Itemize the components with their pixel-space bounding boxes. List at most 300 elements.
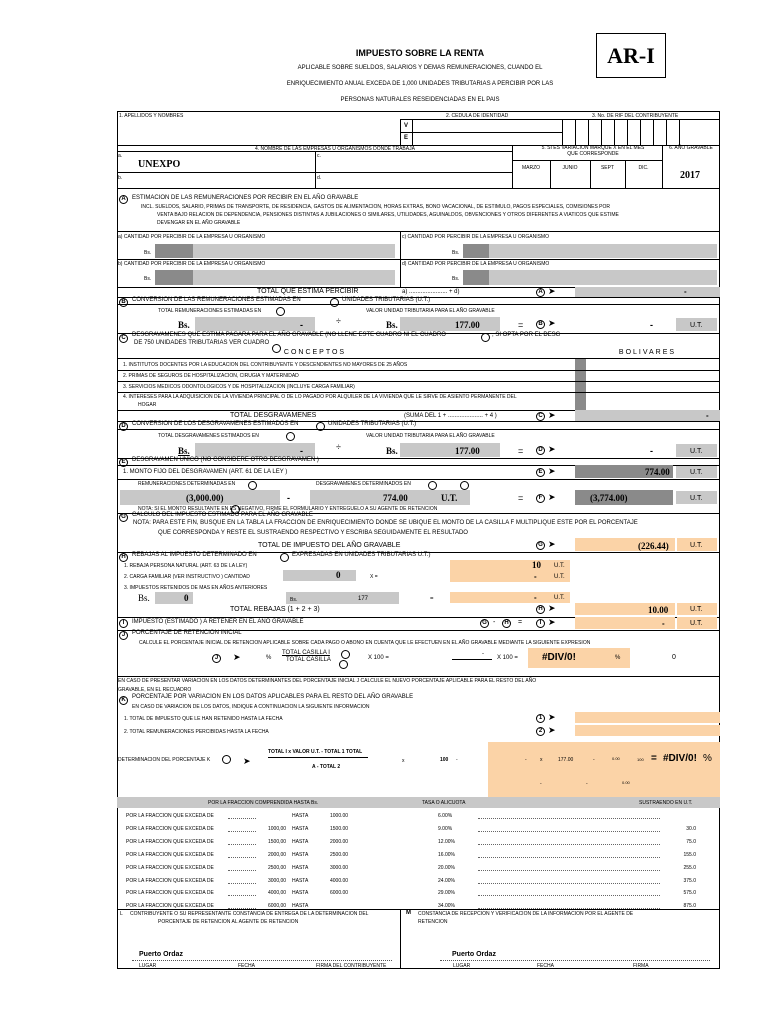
section-d-ref: D [536,446,545,455]
k-calc-result: #DIV/0! [663,753,697,764]
footer-lugar: LUGAR [139,963,157,969]
section-f-ref: F [536,494,545,503]
tariff-sub: 875.0 [683,903,696,909]
section-k-formula-bottom: A - TOTAL 2 [312,764,341,770]
tariff-label: POR LA FRACCION QUE EXCEDA DE [126,878,214,884]
tariff-dots [228,844,256,845]
label-qa: a) CANTIDAD POR PERCIBIR DE LA EMPRESA U ORGANISMO [118,234,266,240]
footer-l-letter: L [120,911,123,917]
section-c-total-value: - [706,411,709,420]
section-a-incl-1: INCL. SUELDOS, SALARIO, PRIMAS DE TRANSPORTE, DE RESIDENCIA, GASTOS DE ALIMENTACION, HORAS EXTRAS, BONO VACACIONAL, DE ESTIMULO, PAGOS ESPECIALES, COMISIONES POR [141,204,610,210]
section-i-marker: I [119,619,128,628]
section-b-total-value: - [300,320,303,330]
rebaja-3-value: - [534,593,537,602]
section-e-item-1: 1. MONTO FIJO DEL DESGRAVAMEN (ART. 61 DE LA LEY ) [123,469,288,475]
tariff-hasta: HASTA [292,839,309,845]
section-g-marker: G [119,513,128,522]
tariff-hasta: HASTA [292,813,309,819]
section-b-ut-value: 177.00 [455,320,480,330]
cedula-input[interactable] [412,119,562,145]
section-f-note: NOTA: SI EL MONTO RESULTANTE EN ES NEGATIVO, FIRME EL FORMULARIO Y ENTREGUELO A SU AGENTE DE RETENCION [138,506,438,512]
tariff-rate: 9.00% [438,826,453,832]
section-b-ut-box [400,317,500,331]
arrow-icon: ➤ [548,725,556,735]
qc-dark-cell [463,244,489,258]
section-b-bs: Bs. [178,320,190,330]
tariff-to: 2500.00 [330,852,349,858]
tariff-from: 1500,00 [268,839,287,845]
section-j-title: PORCENTAJE DE RETENCION INICIAL [132,630,242,636]
qd-input[interactable] [463,270,717,285]
circle-a-icon [276,307,285,316]
footer-fecha-2: FECHA [537,963,554,969]
tariff-from: 2500,00 [268,865,287,871]
section-j-pct-2: % [615,655,621,661]
company-b-letter: b. [118,175,123,181]
qd-dark-cell [463,270,489,285]
tariff-dots [478,831,660,832]
section-h-title: REBAJAS AL IMPUESTO DETERMINADO EN [132,552,257,558]
qc-bs: Bs. [452,250,460,256]
section-d-result: - [650,446,653,456]
section-a-formula: a) ....................... + d) [402,289,460,295]
section-d-bs-2: Bs. [386,446,398,456]
arrow-icon: ➤ [548,444,556,454]
tariff-dots [478,870,660,871]
section-j-desc: CALCULE EL PORCENTAJE INICIAL DE RETENCION APLICABLE SOBRE CADA PAGO O ABONO EN CUENTA QUE LE EFECTUEN EN EL AÑO GRAVABLE MEDIANTE LA SIGUIENTE EXPRESION [139,640,591,646]
section-f-ut-mid: U.T. [441,493,458,503]
bolivares-dark-column [575,359,586,410]
section-k-100: 100 [440,757,449,763]
k-calc-dash-2: - [593,757,595,763]
section-j-marker: J [119,631,128,640]
section-b-title: CONVERSION DE LAS REMUNERACIONES ESTIMADAS EN [132,297,301,303]
arrow-icon: ➤ [548,492,556,502]
section-i-value: - [662,619,665,628]
section-b-ut-unit: U.T. [690,322,703,329]
desgravamen-item-3: 3. SERVICIOS MEDICOS ODONTOLOGICOS Y DE HOSPITALIZACION (INCLUYE CARGA FAMILIAR) [123,384,355,390]
section-f-label-1: REMUNERACIONES DETERMINADAS EN [138,481,236,487]
label-variacion: 5. SI ES VARIACION MARQUE X EN EL MES QUE CORRESPONDE [541,145,645,157]
section-d-title: CONVERSION DE LOS DESGRAVAMENES ESTIMADOS EN [132,421,299,427]
section-k-title: PORCENTAJE POR VARIACION EN LOS DATOS APLICABLES PARA EL RESTO DEL AÑO GRAVABLE [132,694,414,700]
section-j-fraction: - [482,651,484,657]
section-d-title-2: UNIDADES TRIBUTARIAS (U.T.) [328,421,417,427]
section-c-title-2: DE 750 UNIDADES TRIBUTARIAS VER CUADRO [134,340,270,346]
tariff-label: POR LA FRACCION QUE EXCEDA DE [126,890,214,896]
footer-l-text-2: PORCENTAJE DE RETENCION AL AGENTE DE RETENCION [158,919,299,925]
company-c-letter: c. [317,153,321,159]
year-value[interactable]: 2017 [680,170,700,181]
tariff-dots [228,895,256,896]
tariff-dots [228,870,256,871]
arrow-icon: ➤ [548,410,556,420]
qa-dark-cell [155,244,193,258]
section-g-ut: U.T. [690,542,703,549]
ci-v: V [404,123,409,129]
qb-bs: Bs. [144,276,152,282]
tariff-dots [228,857,256,858]
section-k-determinacion: DETERMINACION DEL PORCENTAJE K [118,757,211,763]
form-subtitle-3: PERSONAS NATURALES RESEIDENCIADAS EN EL PAIS [340,97,500,103]
footer-firma-contribuyente: FIRMA DEL CONTRIBUYENTE [316,963,387,969]
section-d-bs: Bs. [178,446,190,456]
qa-bs: Bs. [144,250,152,256]
section-f-result: (3,774.00) [590,493,628,503]
footer-fecha: FECHA [238,963,255,969]
rebaja-3-box [450,592,570,603]
section-f-desg-value: 774.00 [383,493,408,503]
qb-dark-cell [155,270,193,285]
label-apellidos: 1. APELLIDOS Y NOMBRES [119,113,184,119]
section-b-label-2: VALOR UNIDAD TRIBUTARIA PARA EL AÑO GRAVABLE [366,308,495,314]
section-b-marker: B [119,298,128,307]
desgravamen-item-4b: HOGAR [138,402,157,408]
tariff-label: POR LA FRACCION QUE EXCEDA DE [126,826,214,832]
circle-f-icon [339,660,348,669]
section-d-label-1: TOTAL DESGRAVAMENES ESTIMADOS EN [158,433,259,439]
footer-place-l: Puerto Ordaz [139,951,183,958]
company-a-letter: a. [118,153,123,159]
tariff-dots [228,831,256,832]
k-calc2-zero: 0.00 [622,780,630,785]
tariff-sub: 255.0 [683,865,696,871]
section-e-ref: E [536,468,545,477]
footer-m-text-2: RETENCION [418,919,448,925]
month-dic[interactable]: DIC. [638,165,649,171]
desgravamen-item-2: 2. PRIMAS DE SEGUROS DE HOSPITALIZACION, CIRUGIA Y MATERNIDAD [123,373,299,379]
section-k-formula-top: TOTAL I x VALOR U.T. - TOTAL 1 TOTAL [268,749,363,755]
form-code-box: AR-I [596,33,666,78]
tariff-from: 6000,00 [268,903,287,909]
arrow-icon: ➤ [548,603,556,613]
circle-a-icon [330,298,339,307]
section-e-value: 774.00 [645,467,670,477]
section-c-formula: (SUMA DEL 1 + ..................... + 4 ) [404,413,497,419]
tariff-hasta: HASTA [292,890,309,896]
tariff-sub: 75.0 [686,839,696,845]
footer-firma: FIRMA [633,963,649,969]
rebaja-3-ut: U.T. [554,595,565,601]
tariff-hasta: HASTA [292,852,309,858]
tariff-to: 1000.00 [330,813,349,819]
company-a-value[interactable]: UNEXPO [138,159,181,170]
section-a-title: ESTIMACION DE LAS REMUNERACIONES POR RECIBIR EN EL AÑO GRAVABLE [132,195,359,201]
section-f-rem-value: (3,000.00) [186,493,224,503]
rebaja-2-value: - [534,572,537,581]
tariff-rate: 20.00% [438,865,455,871]
k-calc-dash: - [525,757,527,763]
k-calc-eq: = [651,753,657,764]
month-sept[interactable]: SEPT [600,165,615,171]
circle-k-icon [222,755,231,764]
section-g-note-2: QUE CORRESPONDA Y RESTE EL SUSTRAENDO RESPECTIVO Y ESCRIBA SEGUIDAMENTE EL RESULTADO [158,530,468,536]
divide-icon: ÷ [336,316,341,326]
tariff-sub: 575.0 [683,890,696,896]
tariff-dots [228,818,256,819]
section-d-label-2: VALOR UNIDAD TRIBUTARIA PARA EL AÑO GRAVABLE [366,433,495,439]
section-i-value-box [575,617,675,629]
arrow-icon: ➤ [548,466,556,476]
tariff-col-fraccion: POR LA FRACCION COMPRENDIDA HASTA Bs. [208,800,319,806]
circle-a-ref: A [536,288,545,297]
tariff-hasta: HASTA [292,878,309,884]
label-qb: b) CANTIDAD POR PERCIBIR DE LA EMPRESA U ORGANISMO [118,261,266,267]
section-j-x100: X 100 = [368,655,389,661]
label-empresas: 4. NOMBRE DE LAS EMPRESAS U ORGANISMOS DONDE TRABAJA [255,146,415,152]
arrow-icon: ➤ [548,286,556,296]
k-calc-zero: 0.00 [612,756,620,761]
section-k-note-2: GRAVABLE, EN EL RECUADRO [118,687,192,693]
tariff-dots [228,883,256,884]
form-subtitle-2: ENRIQUECIMIENTO ANUAL EXCEDA DE 1,000 UNIDADES TRIBUTARIAS A PERCIBIR POR LAS [286,81,554,87]
desgravamen-item-1: 1. INSTITUTOS DOCENTES POR LA EDUCACION DEL CONTRIBUYENTE Y DESCENDIENTES NO MAYORES DE 25 AÑOS [123,362,408,368]
arrow-icon: ➤ [548,539,556,549]
section-k-marker: K [119,696,128,705]
rif-input[interactable] [562,119,720,145]
rebaja-1-box [450,560,570,571]
section-f-ut: U.T. [690,495,703,502]
section-b-title-2: UNIDADES TRIBUTARIAS (U.T.) [342,297,431,303]
section-k-desc: EN CASO DE VARIACION DE LOS DATOS, INDIQUE A CONTINUACION LA SIGUIENTE INFORMACION [132,704,370,710]
section-a-incl-2: VENTA BAJO RELACION DE DEPENDENCIA, PENSIONES DISTINTAS A JUBILACIONES O SIMILARES, UTILIDADES, AGUINALDOS, OBVENCIONES Y OTROS DIFERENTES A VIATICOS QUE ESTIME [157,212,619,218]
tariff-col-tasa: TASA O ALICUOTA [422,800,466,806]
bolivares-header: BOLIVARES [618,349,677,356]
footer-m-letter: M [406,910,411,916]
section-j-ref: J [212,654,221,663]
ci-e: E [404,135,409,141]
tariff-dots [478,895,660,896]
tariff-rate: 12.00% [438,839,455,845]
section-h-title-2: EXPRESADAS EN UNIDADES TRIBUTARIAS U.T.) [292,552,431,558]
arrow-icon: ➤ [548,712,556,722]
footer-place-r: Puerto Ordaz [452,951,496,958]
section-g-ref: G [536,541,545,550]
section-a-incl-3: DEVENGAR EN EL AÑO GRAVABLE [157,220,241,226]
section-k-x: x [402,758,405,764]
form-subtitle-1: APLICABLE SOBRE SUELDOS, SALARIOS Y DEMAS REMUNERACIONES, CUANDO EL [297,65,543,71]
tariff-rate: 29.00% [438,890,455,896]
formula-i: I [536,619,545,628]
form-title: IMPUESTO SOBRE LA RENTA [355,48,485,58]
k-calc-ut: 177.00 [558,757,574,763]
rebaja-3-ut-value: 177 [358,596,369,602]
section-h-ut: U.T. [690,606,703,613]
section-k-input-1[interactable] [575,712,720,723]
rebaja-2-ut: U.T. [554,574,565,580]
rebaja-item-1: 1. REBAJA PERSONA NATURAL (ART. 63 DE LA LEY) [124,563,248,569]
section-d-ut-box [400,443,500,457]
section-k-note-1: EN CASO DE PRESENTAR VARIACION EN LOS DATOS DETERMINANTES DEL PORCENTAJE INICIAL J CALCULE EL NUEVO PORCENTAJE APLICABLE PARA EL RESTO DEL AÑO [118,678,537,684]
section-e-marker: E [119,458,128,467]
section-d-ut-value: 177.00 [455,446,480,456]
rebaja-item-2: 2. CARGA FAMILIAR (VER INSTRUCTIVO ) CANTIDAD [124,574,250,580]
equals-sign: = [518,619,523,626]
section-j-denominator: TOTAL CASILLA [286,657,331,663]
footer-m-text-1: CONSTANCIA DE RECEPCION Y VERIFICACION DE LA INFORMACION POR EL AGENTE DE [418,911,634,917]
rebaja-3-bs-2: Bs. [290,597,298,603]
rebaja-3-bs-value: 0 [184,593,189,603]
section-e-title: DESGRAVAMEN UNICO (NO CONSIDERE OTRO DESGRAVAMEN ) [132,457,319,463]
conceptos-header: CONCEPTOS [283,349,347,356]
company-d-letter: d. [317,175,322,181]
section-c-marker: C [119,334,128,343]
tariff-to: 6000.00 [330,890,349,896]
tariff-label: POR LA FRACCION QUE EXCEDA DE [126,852,214,858]
rebaja-item-3: 3. IMPUESTOS RETENIDOS DE MAS EN AÑOS ANTERIORES [124,585,268,591]
section-d-total-value: - [300,446,303,456]
divide-icon: ÷ [336,442,341,452]
section-b-bs-2: Bs. [386,320,398,330]
tariff-label: POR LA FRACCION QUE EXCEDA DE [126,813,214,819]
desgravamen-item-4: 4. INTERESES PARA LA ADQUISICION DE LA VIVIENDA PRINCIPAL O DE LO PAGADO POR ALQUILER DE LA VIVIENDA QUE LE SIRVE DE ASIENTO PERMANENTE DEL [123,394,517,400]
tariff-to: 4000.00 [330,878,349,884]
section-j-numerator: TOTAL CASILLA I [282,650,330,656]
section-g-total-label: TOTAL DE IMPUESTO DEL AÑO GRAVABLE [258,542,401,549]
tariff-col-sustraendo: SUSTRAENDO EN U.T. [639,800,693,806]
k-calc2-dash-2: - [586,781,588,787]
circle-b-icon [248,481,257,490]
minus-sign: - [493,619,496,626]
formula-g: G [480,619,489,628]
section-d-marker: D [119,422,128,431]
section-j-result: #DIV/0! [542,652,576,663]
tariff-to: 3000.00 [330,865,349,871]
qc-input[interactable] [463,244,717,258]
section-h-total-value: 10.00 [648,605,669,615]
carga-x-sign: X = [370,574,378,580]
section-k-ref-2: 2 [536,727,545,736]
section-a-total-label: TOTAL QUE ESTIMA PERCIBIR [257,288,359,295]
carga-familiar-input[interactable] [283,570,356,581]
month-marzo[interactable]: MARZO [521,165,541,171]
section-g-note-1: NOTA: PARA ESTE FIN, BUSQUE EN LA TABLA LA FRACCION DE ENRIQUECIMIENTO DONDE SE UBIQUE EL MONTO DE LA CASILLA F MULTIPLIQUE ESTE POR EL PORCENTAJE [133,520,638,526]
section-c-ref: C [536,412,545,421]
section-e-ut: U.T. [690,469,703,476]
tariff-rate: 24.00% [438,878,455,884]
section-j-zero: 0 [672,654,676,661]
tariff-hasta: HASTA [292,903,309,909]
section-c-title: DESGRAVAMENES QUE ESTIMA PAGARA PARA EL AÑO GRAVABLE (NO LLENE ESTE CUADRO NI EL CUADRO [132,332,446,338]
tariff-from: 3000,00 [268,878,287,884]
tariff-to: 1500.00 [330,826,349,832]
section-k-item-2: 2. TOTAL REMUNERACIONES PERCIBIDAS HASTA LA FECHA [124,729,269,735]
section-b-ref: B [536,320,545,329]
equals-sign: = [518,320,524,330]
tariff-label: POR LA FRACCION QUE EXCEDA DE [126,839,214,845]
section-k-dash: - [456,757,458,763]
section-a-marker: A [119,195,128,204]
arrow-icon: ➤ [548,617,556,627]
k-calc-100: 100 [637,757,644,762]
tariff-sub: 155.0 [683,852,696,858]
tariff-rate: 34.00% [438,903,455,909]
section-c-title-b: , SI OPTA POR EL DESG [492,332,561,338]
section-k-result-box [488,742,720,797]
month-junio[interactable]: JUNIO [562,165,578,171]
k-calc-pct: % [703,753,712,764]
tariff-label: POR LA FRACCION QUE EXCEDA DE [126,903,214,909]
tariff-from: 1000,00 [268,826,287,832]
arrow-icon: ➤ [548,318,556,328]
formula-h: H [502,619,511,628]
footer-lugar-2: LUGAR [453,963,471,969]
section-d-ut-unit: U.T. [690,448,703,455]
section-k-input-2[interactable] [575,725,720,736]
tariff-hasta: HASTA [292,826,309,832]
label-cedula: 2. CEDULA DE IDENTIDAD [446,113,509,119]
circle-g-icon [280,553,289,562]
section-c-total-box [575,410,720,421]
section-k-item-1: 1. TOTAL DE IMPUESTO QUE LE HAN RETENIDO HASTA LA FECHA [124,716,283,722]
section-g-title: CALCULO DEL IMPUESTO ESTIMADO PARA EL AÑO GRAVABLE [132,512,313,518]
tariff-rate: 16.00% [438,852,455,858]
circle-d-icon [428,481,437,490]
tariff-from: 2000,00 [268,852,287,858]
arrow-icon: ➤ [233,652,241,662]
label-qd: d) CANTIDAD POR PERCIBIR DE LA EMPRESA U ORGANISMO [402,261,550,267]
circle-e-icon [481,333,490,342]
section-b-label-1: TOTAL REMUNERACIONES ESTIMADAS EN [158,308,262,314]
section-k-ref-1: 1 [536,714,545,723]
k-calc2-dash: - [540,781,542,787]
tariff-sub: 375.0 [683,878,696,884]
section-a-total-value: - [684,287,687,296]
equals-sign: = [518,493,524,503]
section-a-total-box [575,287,720,297]
tariff-to: 2000.00 [330,839,349,845]
rebaja-2-box [450,571,570,582]
section-i-ut: U.T. [690,620,703,627]
label-qc: c) CANTIDAD POR PERCIBIR DE LA EMPRESA U ORGANISMO [402,234,549,240]
tariff-label: POR LA FRACCION QUE EXCEDA DE [126,865,214,871]
arrow-icon: ➤ [243,756,251,766]
section-g-value: (226.44) [638,541,669,551]
rebaja-3-ut-box [286,592,399,604]
tariff-hasta: HASTA [292,865,309,871]
rebaja-3-bs: Bs. [138,593,150,603]
footer-l-text-1: CONTRIBUYENTE O SU REPRESENTANTE CONSTANCIA DE ENTREGA DE LA DETERMINACION DEL [130,911,369,917]
tariff-dots [478,857,660,858]
k-calc-x: x [540,757,543,763]
tariff-dots [478,883,660,884]
tariff-dots [478,844,660,845]
equals-sign: = [518,446,524,456]
section-j-x100-b: X 100 = [497,655,518,661]
rebaja-1-value: 10 [532,560,541,570]
tariff-dots [478,818,660,819]
label-rif: 3. No. DE RIF DEL CONTRIBUYENTE [592,113,679,119]
tariff-sub: 30.0 [686,826,696,832]
section-c-total-label: TOTAL DESGRAVAMENES [230,412,317,419]
section-j-pct: % [266,655,272,661]
section-h-total-label: TOTAL REBAJAS (1 + 2 + 3) [230,606,320,613]
label-ano-gravable: 6. AÑO GRAVABLE [669,145,713,151]
carga-familiar-qty: 0 [336,570,341,580]
tariff-from: 4000,00 [268,890,287,896]
section-d-total-input [195,443,315,457]
section-f-label-2: DESGRAVAMENES DETERMINADOS EN [316,481,411,487]
circle-c-icon [286,432,295,441]
circle-e-icon [460,481,469,490]
equals-sign: = [430,596,434,602]
section-i-title: IMPUESTO (ESTIMADO ) A RETENER EN EL AÑO GRAVABLE [132,619,304,625]
qd-bs: Bs. [452,276,460,282]
rebaja-1-ut: U.T. [554,563,565,569]
tariff-rate: 6.00% [438,813,453,819]
section-b-total-input [195,317,315,331]
section-h-marker: H [119,553,128,562]
